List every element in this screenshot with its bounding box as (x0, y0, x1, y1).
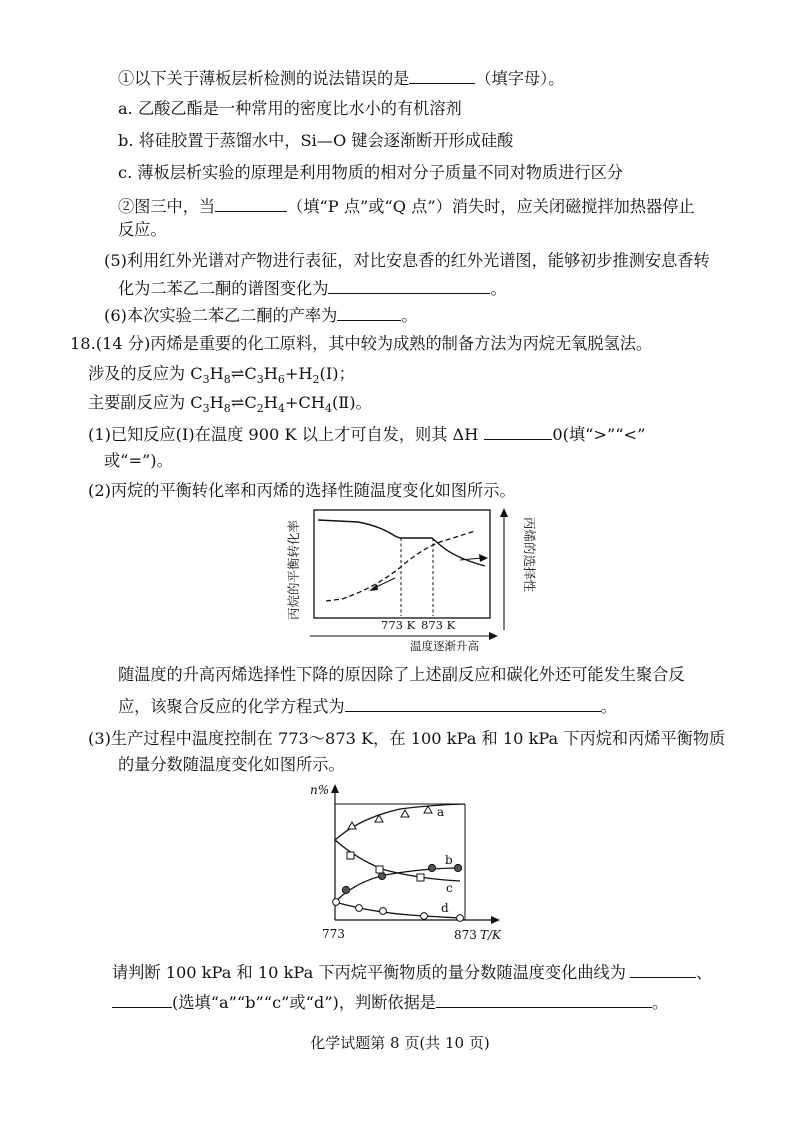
r2-s1: 3 (202, 402, 210, 416)
point-d-4 (421, 913, 428, 920)
r2-a: 主要副反应为 C (88, 393, 203, 412)
answer-blank-9[interactable] (436, 990, 652, 1008)
y-axis-arrow (331, 784, 339, 793)
q18-part3-question2 (112, 990, 668, 1014)
figure-conversion-selectivity (280, 500, 537, 659)
label-a: a (437, 805, 445, 819)
r2-s3: 2 (256, 402, 264, 416)
x-axis-arrow (491, 916, 500, 924)
q17-part5-end: 。 (490, 279, 507, 298)
q17-sub1-stem-end: （填字母）。 (475, 69, 565, 88)
q18-part2-end: 。 (600, 697, 617, 716)
r1-s2: 8 (223, 373, 231, 387)
q18-part2-text: 应，该聚合反应的化学方程式为 (118, 697, 345, 716)
r2-d: H (263, 393, 278, 412)
q18-part1-end: 或“=”)。 (104, 451, 173, 470)
q17-part5-line2 (118, 276, 507, 300)
left-axis-label: 丙烷的平衡转化率 (286, 519, 301, 620)
point-d-5 (457, 915, 464, 922)
plot-frame (314, 510, 490, 618)
q18-part3-line1: (3)生产过程中温度控制在 773～873 K，在 100 kPa 和 10 kPa 下丙烷和丙烯平衡物质 (88, 729, 726, 748)
point-d-3 (380, 908, 387, 915)
label-d: d (441, 901, 449, 915)
r2-b: H (209, 393, 224, 412)
q17-sub2-text-b: （填“P 点”或“Q 点”）消失时，应关闭磁搅拌加热器停止 (287, 197, 695, 216)
q18-part3-q2-text: (选填“a”“b”“c”或“d”)，判断依据是 (172, 993, 436, 1012)
q18-part3-question1 (112, 960, 712, 984)
answer-blank-6[interactable] (345, 694, 601, 712)
q18-part3-q2-end: 。 (651, 993, 669, 1012)
x-unit-label: T/K (480, 928, 502, 942)
point-b-1 (342, 886, 349, 893)
r1-e: +H (284, 364, 313, 383)
option-b: b. 将硅胶置于蒸馏水中，Si—O 键会逐渐断开形成硅酸 (118, 131, 514, 150)
r2-s5: 4 (324, 402, 332, 416)
curve-c (335, 840, 460, 881)
q17-part6-text: (6)本次实验二苯乙二酮的产率为 (104, 306, 338, 325)
q18-part3-q1-end: 、 (695, 963, 713, 982)
answer-blank-3[interactable] (328, 276, 490, 294)
answer-blank-1[interactable] (409, 66, 475, 84)
q18-part2-line2 (118, 694, 617, 718)
r1-c: ⇌C (230, 364, 257, 383)
q17-sub2-end: 反应。 (118, 220, 167, 239)
q18-part1 (88, 422, 645, 446)
option-c: c. 薄板层析实验的原理是利用物质的相对分子质量不同对物质进行区分 (118, 163, 623, 182)
r2-e: +CH (284, 393, 325, 412)
point-c-3 (417, 874, 424, 881)
conversion-curve (318, 520, 485, 566)
point-d-1 (333, 899, 340, 906)
q17-sub1-stem-text: ①以下关于薄板层析检测的说法错误的是 (118, 69, 410, 88)
q17-part5-text: 化为二苯乙二酮的谱图变化为 (118, 279, 329, 298)
q17-part5-line1: (5)利用红外光谱对产物进行表征，对比安息香的红外光谱图，能够初步推测安息香转 (104, 251, 710, 270)
answer-blank-2[interactable] (215, 194, 287, 212)
r1-s4: 6 (277, 373, 285, 387)
point-a-3 (401, 810, 409, 817)
point-a-4 (424, 806, 432, 813)
answer-blank-7[interactable] (630, 960, 696, 978)
point-b-4 (454, 864, 461, 871)
q17-sub2-text-a: ②图三中，当 (118, 197, 216, 216)
q18-part2-intro: (2)丙烷的平衡转化率和丙烯的选择性随温度变化如图所示。 (88, 481, 516, 500)
q17-part6 (104, 303, 418, 327)
figure-1-svg (280, 500, 537, 655)
x-max-label: 873 (454, 928, 477, 942)
r2-c: ⇌C (230, 393, 257, 412)
tick-873: 873 K (421, 618, 456, 632)
q18-part2-line1: 随温度的升高丙烯选择性下降的原因除了上述副反应和碳化外还可能发生聚合反 (118, 665, 685, 684)
point-d-2 (356, 905, 363, 912)
right-axis-arrow (500, 508, 508, 517)
point-c-2 (376, 866, 383, 873)
figure-2-svg (300, 778, 510, 948)
r2-s2: 8 (223, 402, 231, 416)
answer-blank-4[interactable] (337, 303, 401, 321)
y-axis-label: n% (310, 783, 330, 797)
q18-part1-text-b: 0(填“>”“<” (552, 425, 646, 444)
curve-a (335, 804, 465, 840)
q17-sub2 (118, 194, 695, 218)
q18-part3-line2: 的量分数随温度变化如图所示。 (118, 755, 345, 774)
r2-s4: 4 (277, 402, 285, 416)
r2-f: (Ⅱ)。 (331, 393, 372, 412)
q17-part6-end: 。 (401, 306, 418, 325)
r1-a: 涉及的反应为 C (88, 364, 203, 383)
r1-s5: 2 (312, 373, 320, 387)
r1-f: (Ⅰ)； (319, 364, 355, 383)
q18-header: 18.(14 分)丙烯是重要的化工原料，其中较为成熟的制备方法为丙烷无氧脱氢法。 (70, 334, 653, 353)
option-a: a. 乙酸乙酯是一种常用的密度比水小的有机溶剂 (118, 99, 462, 118)
point-b-3 (428, 864, 435, 871)
answer-blank-5[interactable] (484, 422, 552, 440)
reaction-2 (88, 392, 372, 414)
page-footer: 化学试题第 8 页(共 10 页) (310, 1034, 490, 1052)
r1-d: H (263, 364, 278, 383)
q18-part3-q1-text: 请判断 100 kPa 和 10 kPa 下丙烷平衡物质的量分数随温度变化曲线为 (112, 963, 626, 982)
q18-part1-text: (1)已知反应(Ⅰ)在温度 900 K 以上才可自发，则其 ΔH (88, 425, 479, 444)
tick-773: 773 K (381, 618, 416, 632)
reaction-1 (88, 363, 355, 385)
q17-sub1-stem (118, 66, 564, 90)
figure-mole-fraction (300, 778, 510, 952)
answer-blank-8[interactable] (112, 990, 172, 1008)
point-c-1 (347, 852, 354, 859)
r1-s3: 3 (256, 373, 264, 387)
x-axis-label: 温度逐渐升高 (410, 639, 479, 653)
label-b: b (445, 853, 453, 867)
r1-b: H (209, 364, 224, 383)
label-c: c (446, 881, 453, 895)
x-axis-arrowhead (489, 632, 498, 640)
right-axis-label: 丙烯的选择性 (522, 517, 537, 593)
r1-s1: 3 (202, 373, 210, 387)
arrow-right-head (479, 554, 488, 562)
x-min-label: 773 (322, 927, 345, 941)
